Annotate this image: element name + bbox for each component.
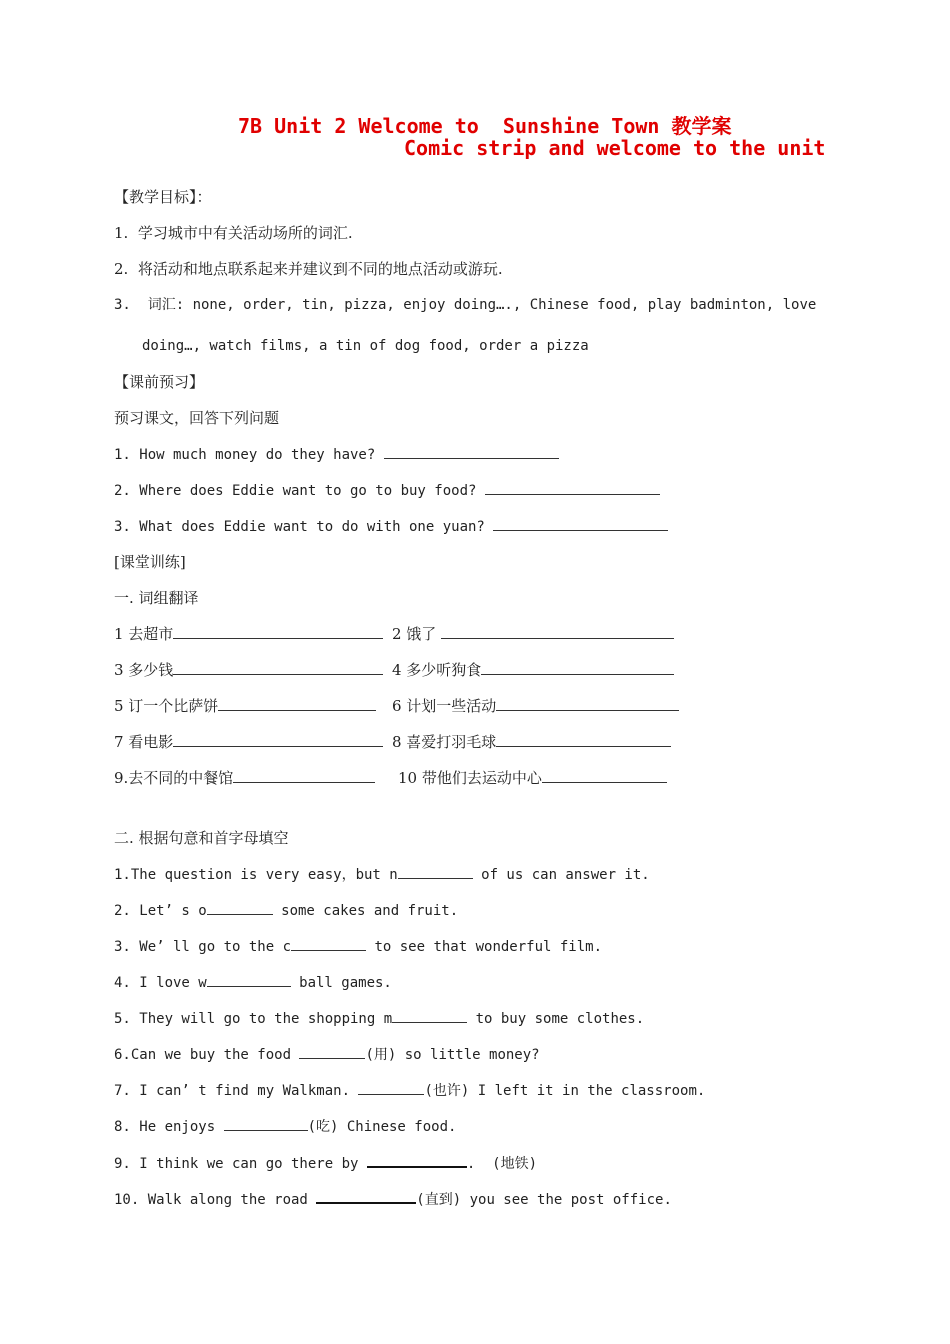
answer-blank[interactable] xyxy=(358,1080,424,1095)
phrase-text: 7 看电影 xyxy=(114,733,174,751)
sentence-start: 5. They will go to the shopping m xyxy=(114,1011,393,1027)
phrase-left-7 xyxy=(114,732,383,752)
answer-blank[interactable] xyxy=(299,1044,365,1059)
fill-sentence-1 xyxy=(114,864,650,885)
preview-question-3 xyxy=(114,516,668,537)
answer-blank[interactable] xyxy=(542,768,667,783)
practice-heading: [课堂训练] xyxy=(114,553,186,571)
sentence-end: ball games. xyxy=(290,975,392,991)
objectives-heading: 【教学目标】： xyxy=(114,188,212,206)
answer-blank[interactable] xyxy=(173,660,383,675)
objective-item-3-cont: doing…, watch films, a tin of dog food, order a pizza xyxy=(142,338,589,354)
answer-blank[interactable] xyxy=(207,972,291,987)
sentence-start: 9. I think we can go there by xyxy=(114,1156,367,1172)
answer-blank[interactable] xyxy=(398,864,473,879)
answer-blank[interactable] xyxy=(367,1152,467,1168)
answer-blank[interactable] xyxy=(493,516,668,531)
fill-sentence-6 xyxy=(114,1044,540,1065)
fill-sentence-9 xyxy=(114,1152,537,1174)
question-text: 1. How much money do they have? xyxy=(114,447,376,463)
fill-sentence-10 xyxy=(114,1188,672,1210)
sentence-end: of us can answer it. xyxy=(472,867,650,883)
sentence-start: 10. Walk along the road xyxy=(114,1192,317,1208)
answer-blank[interactable] xyxy=(224,1116,308,1131)
fill-sentence-5 xyxy=(114,1008,644,1029)
fill-sentence-7 xyxy=(114,1080,705,1101)
fill-sentence-3 xyxy=(114,936,602,957)
sentence-start: 6.Can we buy the food xyxy=(114,1047,300,1063)
sentence-start: 8. He enjoys xyxy=(114,1119,224,1135)
phrase-text: 8 喜爱打羽毛球 xyxy=(392,733,497,751)
sentence-end: . (地铁) xyxy=(466,1156,538,1172)
answer-blank[interactable] xyxy=(496,696,679,711)
sentence-start: 7. I can’ t find my Walkman. xyxy=(114,1083,359,1099)
preview-instruction: 预习课文，回答下列问题 xyxy=(114,409,280,427)
part2-heading: 二. 根据句意和首字母填空 xyxy=(114,829,289,847)
phrase-left-3 xyxy=(114,660,383,680)
phrase-left-5 xyxy=(114,696,376,716)
answer-blank[interactable] xyxy=(441,624,674,639)
phrase-text: 5 订一个比萨饼 xyxy=(114,697,219,715)
answer-blank[interactable] xyxy=(233,768,375,783)
question-text: 3. What does Eddie want to do with one yuan? xyxy=(114,519,485,535)
question-text: 2. Where does Eddie want to go to buy food? xyxy=(114,483,477,499)
answer-blank[interactable] xyxy=(496,732,671,747)
sentence-end: (用) so little money? xyxy=(365,1047,540,1063)
phrase-right-6 xyxy=(392,696,679,716)
phrase-left-1 xyxy=(114,624,383,644)
fill-sentence-2 xyxy=(114,900,458,921)
answer-blank[interactable] xyxy=(384,444,559,459)
answer-blank[interactable] xyxy=(291,936,366,951)
title-line-1: 7B Unit 2 Welcome to Sunshine Town 教学案 xyxy=(238,114,732,138)
phrase-text: 1 去超市 xyxy=(114,625,174,643)
preview-heading: 【课前预习】 xyxy=(114,373,205,391)
phrase-text: 9.去不同的中餐馆 xyxy=(114,769,234,787)
sentence-start: 1.The question is very easy，but n xyxy=(114,867,398,883)
preview-question-2 xyxy=(114,480,660,501)
answer-blank[interactable] xyxy=(218,696,376,711)
phrase-text: 10 带他们去运动中心 xyxy=(398,769,542,787)
answer-blank[interactable] xyxy=(207,900,273,915)
answer-blank[interactable] xyxy=(173,624,383,639)
sentence-start: 3. We’ ll go to the c xyxy=(114,939,292,955)
phrase-text: 4 多少听狗食 xyxy=(392,661,482,679)
phrase-right-4 xyxy=(392,660,674,680)
phrase-right-10 xyxy=(398,768,667,788)
phrase-right-8 xyxy=(392,732,671,752)
answer-blank[interactable] xyxy=(481,660,674,675)
part1-heading: 一. 词组翻译 xyxy=(114,589,199,607)
phrase-right-2 xyxy=(392,624,674,644)
title-line-2: Comic strip and welcome to the unit xyxy=(404,136,826,160)
phrase-text: 2 饿了 xyxy=(392,625,437,643)
phrase-text: 6 计划一些活动 xyxy=(392,697,497,715)
sentence-end: (也许) I left it in the classroom. xyxy=(424,1083,706,1099)
phrase-text: 3 多少钱 xyxy=(114,661,174,679)
sentence-start: 4. I love w xyxy=(114,975,207,991)
phrase-left-9 xyxy=(114,768,375,788)
answer-blank[interactable] xyxy=(392,1008,467,1023)
sentence-end: to buy some clothes. xyxy=(467,1011,645,1027)
answer-blank[interactable] xyxy=(316,1188,416,1204)
objective-item-2: 2. 将活动和地点联系起来并建议到不同的地点活动或游玩. xyxy=(114,260,503,278)
sentence-end: (吃) Chinese food. xyxy=(307,1119,457,1135)
objective-item-1: 1. 学习城市中有关活动场所的词汇. xyxy=(114,224,353,242)
answer-blank[interactable] xyxy=(485,480,660,495)
sentence-end: to see that wonderful film. xyxy=(366,939,603,955)
objective-item-3: 3. 词汇: none, order, tin, pizza, enjoy doing…., Chinese food, play badminton, love xyxy=(114,297,817,313)
sentence-end: some cakes and fruit. xyxy=(272,903,459,919)
preview-question-1 xyxy=(114,444,559,465)
answer-blank[interactable] xyxy=(173,732,383,747)
fill-sentence-4 xyxy=(114,972,392,993)
sentence-start: 2. Let’ s o xyxy=(114,903,207,919)
sentence-end: (直到) you see the post office. xyxy=(416,1192,672,1208)
fill-sentence-8 xyxy=(114,1116,456,1137)
